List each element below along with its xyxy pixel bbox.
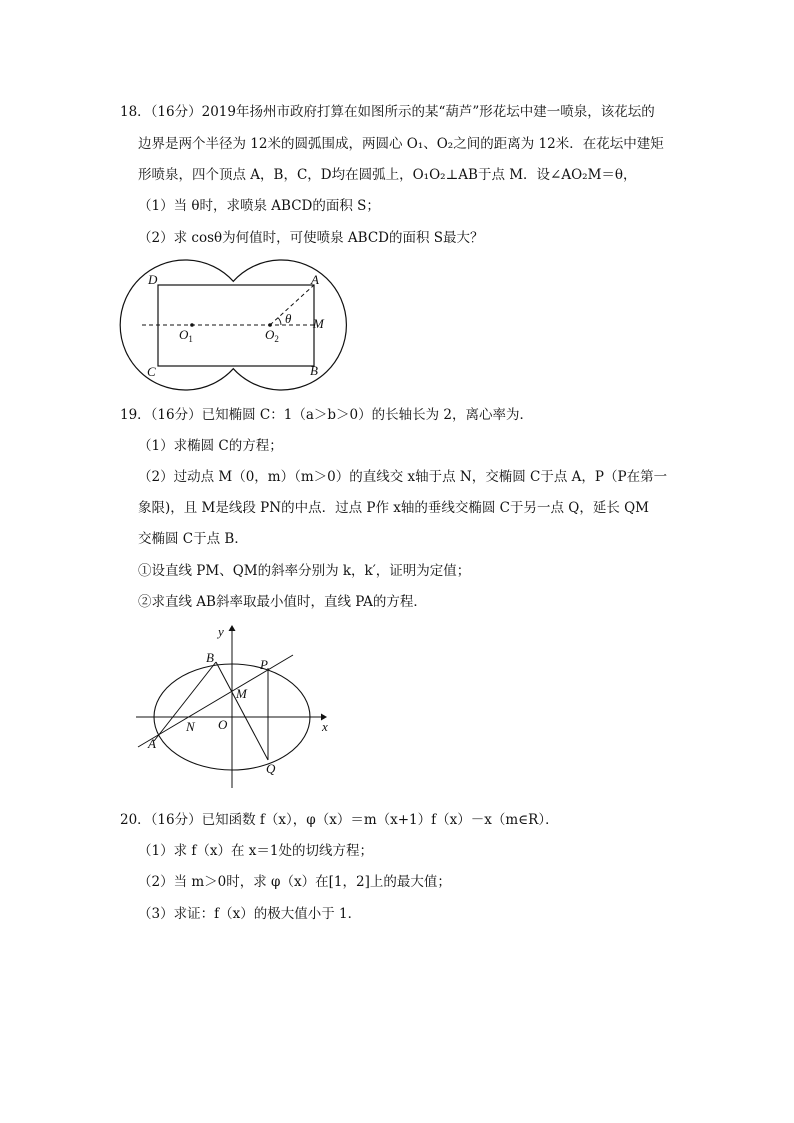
q19-sub-1: （1）求椭圆 C的方程； [138, 438, 283, 454]
q18-line-1: 18．（16分）2019年扬州市政府打算在如图所示的某“葫芦”形花坛中建一喷泉，该花坛的 [120, 104, 655, 120]
label-a: A [311, 272, 319, 287]
q19-sub-2c: 交椭圆 C于点 B． [138, 531, 248, 547]
q18-figure [130, 262, 340, 392]
point-o1 [190, 323, 194, 327]
label-o2: $O_2$ [265, 327, 279, 344]
label-x: x [322, 719, 328, 734]
label-p: P [260, 657, 268, 672]
line-bq [216, 662, 268, 760]
label-m: M [313, 316, 324, 331]
label-theta: θ [285, 311, 292, 326]
label-n: N [186, 719, 195, 734]
q19-part-1: ①设直线 PM、QM的斜率分别为 k，k′，证明为定值； [138, 563, 471, 579]
q18-sub-1: （1）当 θ时，求喷泉 ABCD的面积 S； [138, 198, 380, 214]
q18-line-3: 形喷泉，四个顶点 A，B，C，D均在圆弧上，O₁O₂⊥AB于点 M．设∠AO₂M＝θ， [138, 167, 637, 183]
line-pa [138, 655, 293, 747]
q19-sub-2b: 象限)，且 M是线段 PN的中点．过点 P作 x轴的垂线交椭圆 C于另一点 Q，延长 QM [138, 500, 650, 516]
q18-sub-2: （2）求 cosθ为何值时，可使喷泉 ABCD的面积 S最大？ [138, 230, 484, 246]
label-a: A [148, 736, 156, 751]
label-m: M [236, 686, 247, 701]
label-b: B [310, 363, 318, 378]
theta-arc [278, 318, 281, 325]
q18-line-2: 边界是两个半径为 12米的圆弧围成，两圆心 O₁、O₂之间的距离为 12米．在花坛中建矩 [138, 136, 664, 152]
label-o1: $O_1$ [179, 327, 193, 344]
q19-part-2: ②求直线 AB斜率取最小值时，直线 PA的方程． [138, 594, 427, 610]
q19-line-1: 19．（16分）已知椭圆 C：1（a＞b＞0）的长轴长为 2，离心率为． [120, 407, 533, 423]
q20-sub-1: （1）求 f（x）在 x＝1处的切线方程； [138, 843, 373, 859]
label-q: Q [266, 761, 276, 776]
q20-sub-3: （3）求证：f（x）的极大值小于 1． [138, 906, 362, 922]
q20-line-1: 20．（16分）已知函数 f（x），φ（x）＝m（x+1）f（x）－x（m∈R）． [120, 812, 559, 828]
label-o: O [218, 717, 228, 732]
q20-sub-2: （2）当 m＞0时，求 φ（x）在[1，2]上的最大值； [138, 874, 451, 890]
label-y: y [218, 624, 224, 639]
q19-figure [130, 620, 340, 795]
q19-sub-2a: （2）过动点 M（0，m）（m＞0）的直线交 x轴于点 N，交椭圆 C于点 A，P（P在第一 [138, 469, 668, 485]
radius-o2-a [270, 285, 314, 325]
label-b: B [206, 650, 214, 665]
line-ab [154, 662, 216, 741]
label-c: C [147, 364, 156, 379]
label-d: D [148, 272, 158, 287]
